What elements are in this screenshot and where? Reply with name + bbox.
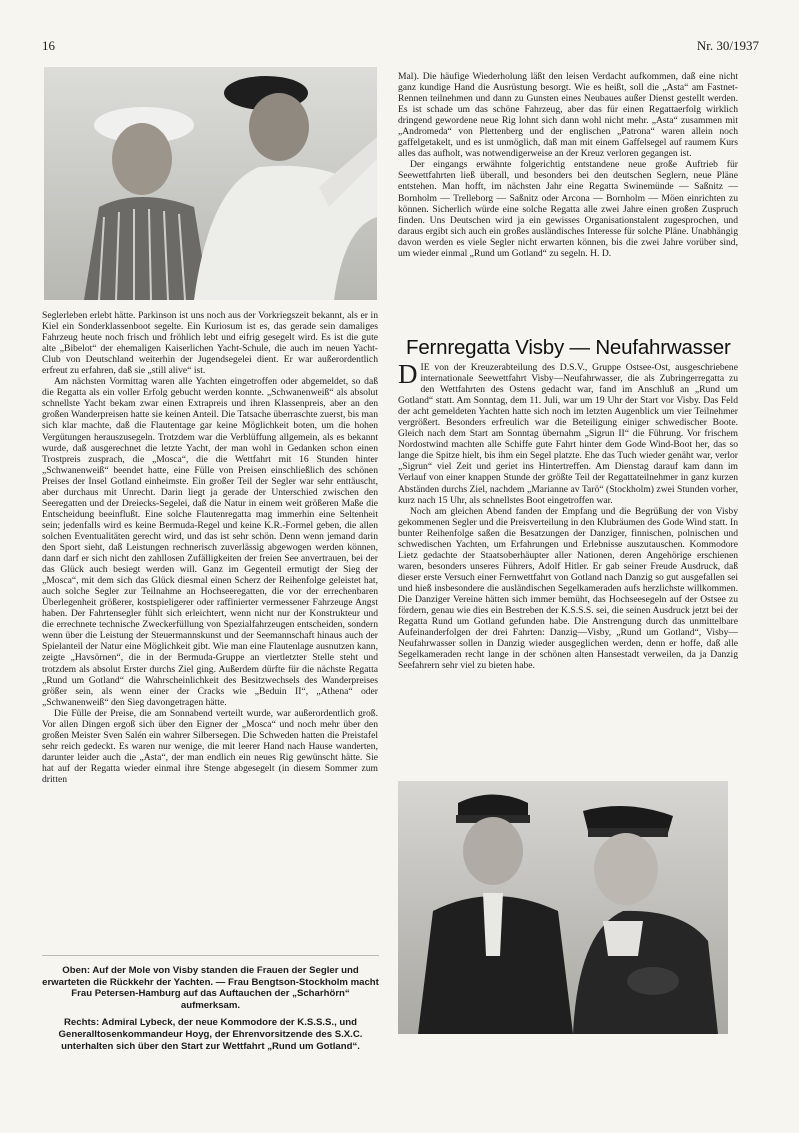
paragraph: Am nächsten Vormittag waren alle Yachten eingetroffen oder abgemeldet, so daß die Regatta als ein voller Erfolg gebucht werden konnte. „Schwanenweiß“ als absolut schnellste Yacht bekam zwar einen Extrapreis und ihren Klassenpreis, aber an den großen Wanderpreisen hatte sie keinen Anteil. Die Tatsache überraschte zuerst, bis man sich klar machte, daß die Flautentage gar keine Möglichkeit boten, um die hohen Vergütungen herauszusegeln. Trotzdem war die Verblüffung allgemein, als es bekannt wurde, daß ausgerechnet die letzte Yacht, der man wohl in Gedanken schon einen Trostpreis zusprach, die „Mosca“, die die Wettfahrt mit 16 Stunden hinter „Schwanenweiß“ beendet hatte, eine Fülle von Preisen einschließlich des schönen Preises der Insel Gotland einheimste. Ein großer Teil der Segler war sehr enttäuscht, aber durchaus mit Unrecht. Darin liegt ja gerade der Unterschied zwischen den Seeregatten und der Dreiecks-Segelei, daß die Natur in einem weit größeren Maße die Entscheidung beeinflußt. Eine solche Flautenregatta mag immerhin eine Seltenheit sein; jedenfalls wird es keine Bermuda-Regel und keine K.R.-Formel geben, die allen solchen Eventualitäten gerecht wird, und das ist sehr schön. Denn wenn jemand darin den Sport sieht, daß Leistungen rechnerisch zuverlässig abgewogen werden können, dann darf er sich nicht den zahllosen Zufälligkeiten der freien See anvertrauen, bei der das Glück auch besiegt werden will. Ganz im Gegenteil ermutigt der Sieg der „Mosca“, mit dem sich das Glück diesmal einen Scherz der Reihenfolge geleistet hat, auch solche Segler zur Teilnahme an Hochseeregatten, die vor der errechenbaren Überlegenheit größerer, kostspieligerer oder raffinierter vermessener Fahrzeuge Angst haben. Der Fahrtensegler fühlt sich erleichtert, wenn nicht nur der Konstrukteur und die errechnete technische Zweckerfüllung von Spezialfahrzeugen entscheiden, sondern wenn über die Leistung der Steuermannskunst und der Seemannschaft hinaus auch der Spielanteil der Natur eine Möglichkeit gibt. Wie man eine Flautenlage ausnutzen kann, zeigte „Havsörnen“, die in der Bermuda-Gruppe an viertletzter Stelle steht und trotzdem als absolut Erster durchs Ziel ging. Außerdem dürfte für die nächste Regatta „Rund um Gotland“ die Wahrscheinlichkeit des Besitzwechsels des Wanderpreises größer sein, als wenn einer der Cracks wie „Beduin II“, „Athena“ oder „Schwanenweiß“ den Sieg davongetragen hätte. <box>42 376 378 708</box>
caption-divider <box>42 955 379 956</box>
paragraph-lead: DIE von der Kreuzerabteilung des D.S.V., Gruppe Ostsee-Ost, ausgeschriebene internationale Seewettfahrt Visby—Neufahrwasser, die als Zubringerregatta zu den Wettfahrten des Ostens gedacht war, fand im Anschluß an „Rund um Gotland“ statt. Am Sonntag, dem 11. Juli, war um 19 Uhr der Start vor Visby. Das Feld der acht gemeldeten Yachten hatte sich noch im letzten Augenblick um vier Teilnehmer vergrößert. Besonders erfreulich war die Beteiligung einiger schwedischer Boote. Gleich nach dem Start am Sonntag übernahm „Sigrun II“ die Führung. Vor frischem Nordostwind machten alle Schiffe gute Fahrt hinter dem Gode Wind-Boot her, das so lange die Spitze hielt, bis ihm ein Segel platzte. Ehe das Tuch wieder genäht war, verlor „Sigrun“ viel Zeit und geriet ins Hintertreffen. Am Dienstag darauf kam dann im Verlauf von einer knappen Stunde der größte Teil der Regattateilnehmer in ganz kurzen Abständen durchs Ziel, nachdem „Marianne av Tarö“ (Stockholm) zwei Stunden vorher, kurz nach 15 Uhr, als schnellstes Boot eingetroffen war. <box>398 359 738 506</box>
paragraph: Mal). Die häufige Wiederholung läßt den leisen Verdacht aufkommen, daß eine nicht ganz kundige Hand die Ausrüstung besorgt. Wie es heißt, soll die „Asta“ am Fastnet-Rennen teilnehmen und dann zu Gunsten eines Neubaues außer Dienst gestellt werden. Es ist schade um das schöne Fahrzeug, aber das für einen Regattaerfolg wirklich dringend gewordene neue Rig lohnt sich dann wohl nicht mehr. „Asta“ zusammen mit „Andromeda“ von Plettenberg und der englischen „Patrona“ waren allein noch gaffelgetakelt, und es ist unmöglich, daß man mit einem Gaffelsegel auf raumem Kurs alles das aufholt, was notwendigerweise an der Kreuz verloren gegangen ist. <box>398 71 738 160</box>
paragraph: Der eingangs erwähnte folgerichtig entstandene neue große Auftrieb für Seewettfahrten ließ überall, und besonders bei den deutschen Seglern, neue Pläne entstehen. Man hofft, im nächsten Jahr eine Regatta Swinemünde — Saßnitz — Bornholm — Trelleborg — Saßnitz oder Arcona — Bornholm — Möen einrichten zu können. Sicherlich würde eine solche Regatta alle zwei Jahre einen großen Zuspruch finden. Uns Deutschen wird ja ein gewisses Organisationstalent zugesprochen, und daraus ergibt sich auch ein großes ausländisches Interesse für solche Pläne. Unabhängig davon werden es viele Segler nicht erwarten können, bis die zwei Jahre vorüber sind, um wieder einmal „Rund um Gotland“ zu segeln. H. D. <box>398 159 738 259</box>
article-headline: Fernregatta Visby — Neufahrwasser <box>406 336 731 359</box>
drop-cap: D <box>398 359 418 389</box>
caption-top: Oben: Auf der Mole von Visby standen die Frauen der Segler und erwarteten die Rückkehr der Yachten. — Frau Bengtson-Stockholm macht Frau Petersen-Hamburg auf das Auftauchen der „Scharhörn“ aufmerksam. <box>42 965 379 1011</box>
caption-right: Rechts: Admiral Lybeck, der neue Kommodore der K.S.S.S., und Generalltosenkommandeur Hoyg, der Ehrenvorsitzende des S.X.C. unterhalten sich über den Start zur Wettfahrt „Rund um Gotland“. <box>58 1017 363 1052</box>
paragraph: Die Fülle der Preise, die am Sonnabend verteilt wurde, war außerordentlich groß. Vor allen Dingen ergoß sich über den Eigner der „Mosca“ und noch mehr über den großen Meister Sven Salén ein wahrer Silbersegen. Die Schweden hatten die Preistafel sehr reich gedeckt. Es waren nur wenige, die mit leerer Hand nach Hause wanderten, darunter leider auch die „Asta“, der man endlich ein neues Rig gewünscht hätte. Sie hat auf der Regatta wieder einmal ihre Stenge abgesegelt (in diesem Sommer zum dritten <box>42 707 378 785</box>
photo-admirals <box>398 781 728 1034</box>
page-number: 16 <box>42 38 55 53</box>
paragraph: Noch am gleichen Abend fanden der Empfang und die Begrüßung der von Visby gekommenen Segler und die Preisverteilung in den Klubräumen des Gode Wind statt. In bunter Reihenfolge saßen die Besatzungen der Danziger, finnischen, polnischen und schwedischen Yachten, um Erfahrungen und Erlebnisse auszutauschen. Kommodore Lietz gedachte der Staatsoberhäupter aller Nationen, deren Angehörige erschienen waren, besonders unseres Führers, Adolf Hitler. Er gab seiner Freude Ausdruck, daß dieser erste Versuch einer Fernwettfahrt von Gotland nach Danzig so gut ausgefallen sei und hieß insbesondere die ausländischen Segelkameraden aufs herzlichste willkommen. Die Danziger Vereine hätten sich immer bemüht, das Hochseesegeln auf der Ostsee zu fördern, genau wie dies ein Bestreben der K.S.S.S. sei, die seinen Ausdruck jetzt bei der Regatta Rund um Gotland gefunden habe. Die Anstrengung durch das unmittelbare Aufeinanderfolgen der drei Fahrten: Danzig—Visby, „Rund um Gotland“, Visby—Neufahrwasser sollen in Danzig wieder ausgeglichen werden, denn er hoffe, daß alle Segelkameraden recht lange in der schönen alten Hansestadt verweilen, da ja Danzig Seefahrern sehr viel zu bieten habe. <box>398 505 738 672</box>
paragraph: Seglerleben erlebt hätte. Parkinson ist uns noch aus der Vorkriegszeit bekannt, als er in Kiel ein Sonderklassenboot segelte. Ein Kuriosum ist es, das gerade sein damaliges Fahrzeug heute noch frisch und fröhlich lebt und eifrig gesegelt wird. Es ist die gute alte „Bibelot“ der ehemaligen Kaiserlichen Yacht-Schule, die auch im neuen Yacht-Club von Deutschland weiterhin der Jugendsegelei dient. Er war außerordentlich erfreut zu erfahren, daß sie „still alive“ ist. <box>42 310 378 377</box>
issue-number: Nr. 30/1937 <box>696 38 759 53</box>
article-continuation-left <box>42 310 378 785</box>
photo-women-at-mole <box>44 67 377 300</box>
photo-captions <box>42 965 379 1058</box>
article-body <box>398 359 738 672</box>
article-continuation-right <box>398 71 738 259</box>
